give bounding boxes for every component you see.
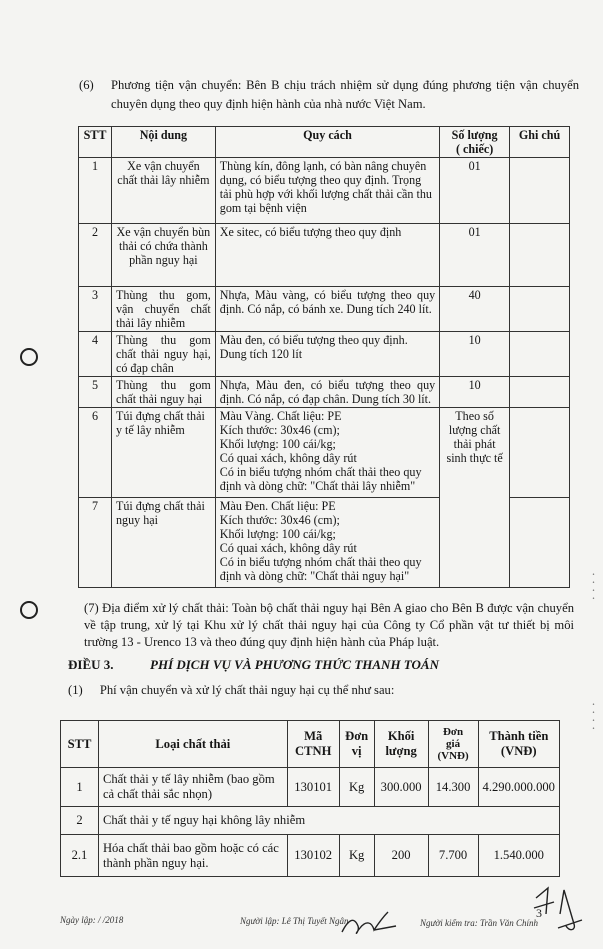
cell-spec: Nhựa, Màu đen, có biểu tượng theo quy định. Có nắp, có đạp chân. Dung tích 30 lít.: [215, 377, 439, 408]
col-header: Đơn giá (VNĐ): [428, 721, 478, 768]
col-header: STT: [79, 127, 112, 158]
section-7: [84, 600, 574, 651]
col-header: Quy cách: [215, 127, 439, 158]
table-row: [79, 408, 570, 498]
cell-content: Thùng thu gom chất thải nguy hại: [111, 377, 215, 408]
col-header: Mã CTNH: [287, 721, 339, 768]
fee-table: [60, 720, 560, 877]
cell-qty: 200: [374, 835, 428, 877]
cell-note: [510, 287, 570, 332]
table-row: [79, 287, 570, 332]
cell-price: 7.700: [428, 835, 478, 877]
cell-stt: 1: [61, 768, 99, 807]
cell-note: [510, 158, 570, 224]
col-header: Đơn vị: [339, 721, 374, 768]
col-header: Khối lượng: [374, 721, 428, 768]
cell-spec: Màu Vàng. Chất liệu: PE Kích thước: 30x46 (cm); Khối lượng: 100 cái/kg; Có quai xách, không dây rút Có in biểu tượng nhóm chất thải theo quy định và dòng chữ: "Chất thải lây nhiễm": [215, 408, 439, 498]
cell-stt: 7: [79, 498, 112, 588]
margin-stamp: ・・・・: [589, 570, 598, 602]
margin-stamp: ・・・・: [589, 700, 598, 732]
col-header: Loại chất thải: [98, 721, 287, 768]
cell-content: Túi đựng chất thải y tế lây nhiễm: [111, 408, 215, 498]
cell-price: 14.300: [428, 768, 478, 807]
page-number: 3: [536, 906, 542, 920]
cell-stt: 3: [79, 287, 112, 332]
cell-note: [510, 498, 570, 588]
article-3-title: PHÍ DỊCH VỤ VÀ PHƯƠNG THỨC THANH TOÁN: [150, 657, 439, 672]
cell-stt: 1: [79, 158, 112, 224]
section-6-number: (6): [79, 78, 94, 92]
cell-stt: 2.1: [61, 835, 99, 877]
punch-hole-icon: [20, 601, 38, 619]
cell-stt: 2: [61, 807, 99, 835]
cell-content: Thùng thu gom chất thải nguy hại, có đạp chân: [111, 332, 215, 377]
col-header: Số lượng ( chiếc): [440, 127, 510, 158]
cell-note: [510, 408, 570, 498]
equipment-table: [78, 126, 570, 588]
section-7-body: [84, 600, 574, 651]
col-header: STT: [61, 721, 99, 768]
cell-code: 130101: [287, 768, 339, 807]
table-header-row: [79, 127, 570, 158]
cell-note: [510, 377, 570, 408]
cell-code: 130102: [287, 835, 339, 877]
cell-qty: 01: [440, 158, 510, 224]
cell-qty: 10: [440, 332, 510, 377]
cell-note: [510, 224, 570, 287]
punch-hole-icon: [20, 348, 38, 366]
cell-qty: Theo số lượng chất thải phát sinh thực tế: [440, 408, 510, 588]
cell-content: Xe vận chuyển bùn thải có chứa thành phần nguy hại: [111, 224, 215, 287]
cell-type: Chất thải y tế nguy hại không lây nhiễm: [98, 807, 559, 835]
cell-type: Chất thải y tế lây nhiễm (bao gồm cả chất thải sắc nhọn): [98, 768, 287, 807]
section-6-text: Phương tiện vận chuyển: Bên B chịu trách nhiệm sử dụng đúng phương tiện vận chuyển chuyên dụng theo quy định hiện hành của nhà nước Việt Nam.: [111, 78, 579, 111]
cell-content: Xe vận chuyển chất thải lây nhiễm: [111, 158, 215, 224]
table-row: [79, 332, 570, 377]
cell-spec: Màu Đen. Chất liệu: PE Kích thước: 30x46 (cm); Khối lượng: 100 cái/kg; Có quai xách, không dây rút Có in biểu tượng nhóm chất thải theo quy định và dòng chữ: "Chất thải nguy hại": [215, 498, 439, 588]
table-row: [61, 835, 560, 877]
cell-spec: Nhựa, Màu vàng, có biểu tượng theo quy định. Có nắp, có bánh xe. Dung tích 240 lít.: [215, 287, 439, 332]
cell-stt: 6: [79, 408, 112, 498]
cell-stt: 5: [79, 377, 112, 408]
section-7-text: Địa điểm xử lý chất thải: Toàn bộ chất thải nguy hại Bên A giao cho Bên B được vận chuyển về tập trung, xử lý tại Khu xử lý chất thải nguy hại của Công ty Cổ phần vật tư thiết bị môi trường 13 - Urenco 13 và theo đúng quy định hiện hành của Pháp luật.: [84, 601, 574, 649]
cell-spec: Màu đen, có biểu tượng theo quy định. Dung tích 120 lít: [215, 332, 439, 377]
article-3-label: ĐIỀU 3.: [68, 657, 114, 672]
cell-spec: Thùng kín, đông lạnh, có bàn nâng chuyên dụng, có biểu tượng theo quy định. Trọng tải phù hợp với khối lượng chất thải cần thu gom tại bệnh viện: [215, 158, 439, 224]
table-row: [79, 224, 570, 287]
item-1-number: (1): [68, 683, 83, 697]
table-row: [79, 158, 570, 224]
cell-note: [510, 332, 570, 377]
cell-unit: Kg: [339, 768, 374, 807]
signature-icon: [530, 884, 586, 940]
table-row: [61, 807, 560, 835]
item-1-text: Phí vận chuyển và xử lý chất thải nguy hại cụ thể như sau:: [99, 683, 395, 697]
col-header: Ghi chú: [510, 127, 570, 158]
table-header-row: [61, 721, 560, 768]
section-6: [79, 76, 579, 114]
footer-creator: Người lập: Lê Thị Tuyết Ngân: [240, 916, 349, 926]
cell-qty: 40: [440, 287, 510, 332]
cell-total: 1.540.000: [478, 835, 559, 877]
signature-icon: [338, 902, 402, 944]
cell-content: Thùng thu gom, vận chuyển chất thải lây nhiễm: [111, 287, 215, 332]
cell-unit: Kg: [339, 835, 374, 877]
cell-spec: Xe sitec, có biểu tượng theo quy định: [215, 224, 439, 287]
section-7-number: (7): [84, 601, 99, 615]
table-row: [61, 768, 560, 807]
footer-checker: Người kiểm tra: Trần Văn Chính: [420, 918, 538, 928]
col-header: Thành tiền (VNĐ): [478, 721, 559, 768]
cell-total: 4.290.000.000: [478, 768, 559, 807]
table-row: [79, 377, 570, 408]
col-header: Nội dung: [111, 127, 215, 158]
footer-date: Ngày lập: / /2018: [60, 915, 124, 925]
cell-content: Túi đựng chất thải nguy hại: [111, 498, 215, 588]
cell-qty: 300.000: [374, 768, 428, 807]
cell-qty: 01: [440, 224, 510, 287]
cell-qty: 10: [440, 377, 510, 408]
cell-stt: 2: [79, 224, 112, 287]
cell-stt: 4: [79, 332, 112, 377]
item-1: [68, 681, 394, 700]
cell-type: Hóa chất thải bao gồm hoặc có các thành phần nguy hại.: [98, 835, 287, 877]
